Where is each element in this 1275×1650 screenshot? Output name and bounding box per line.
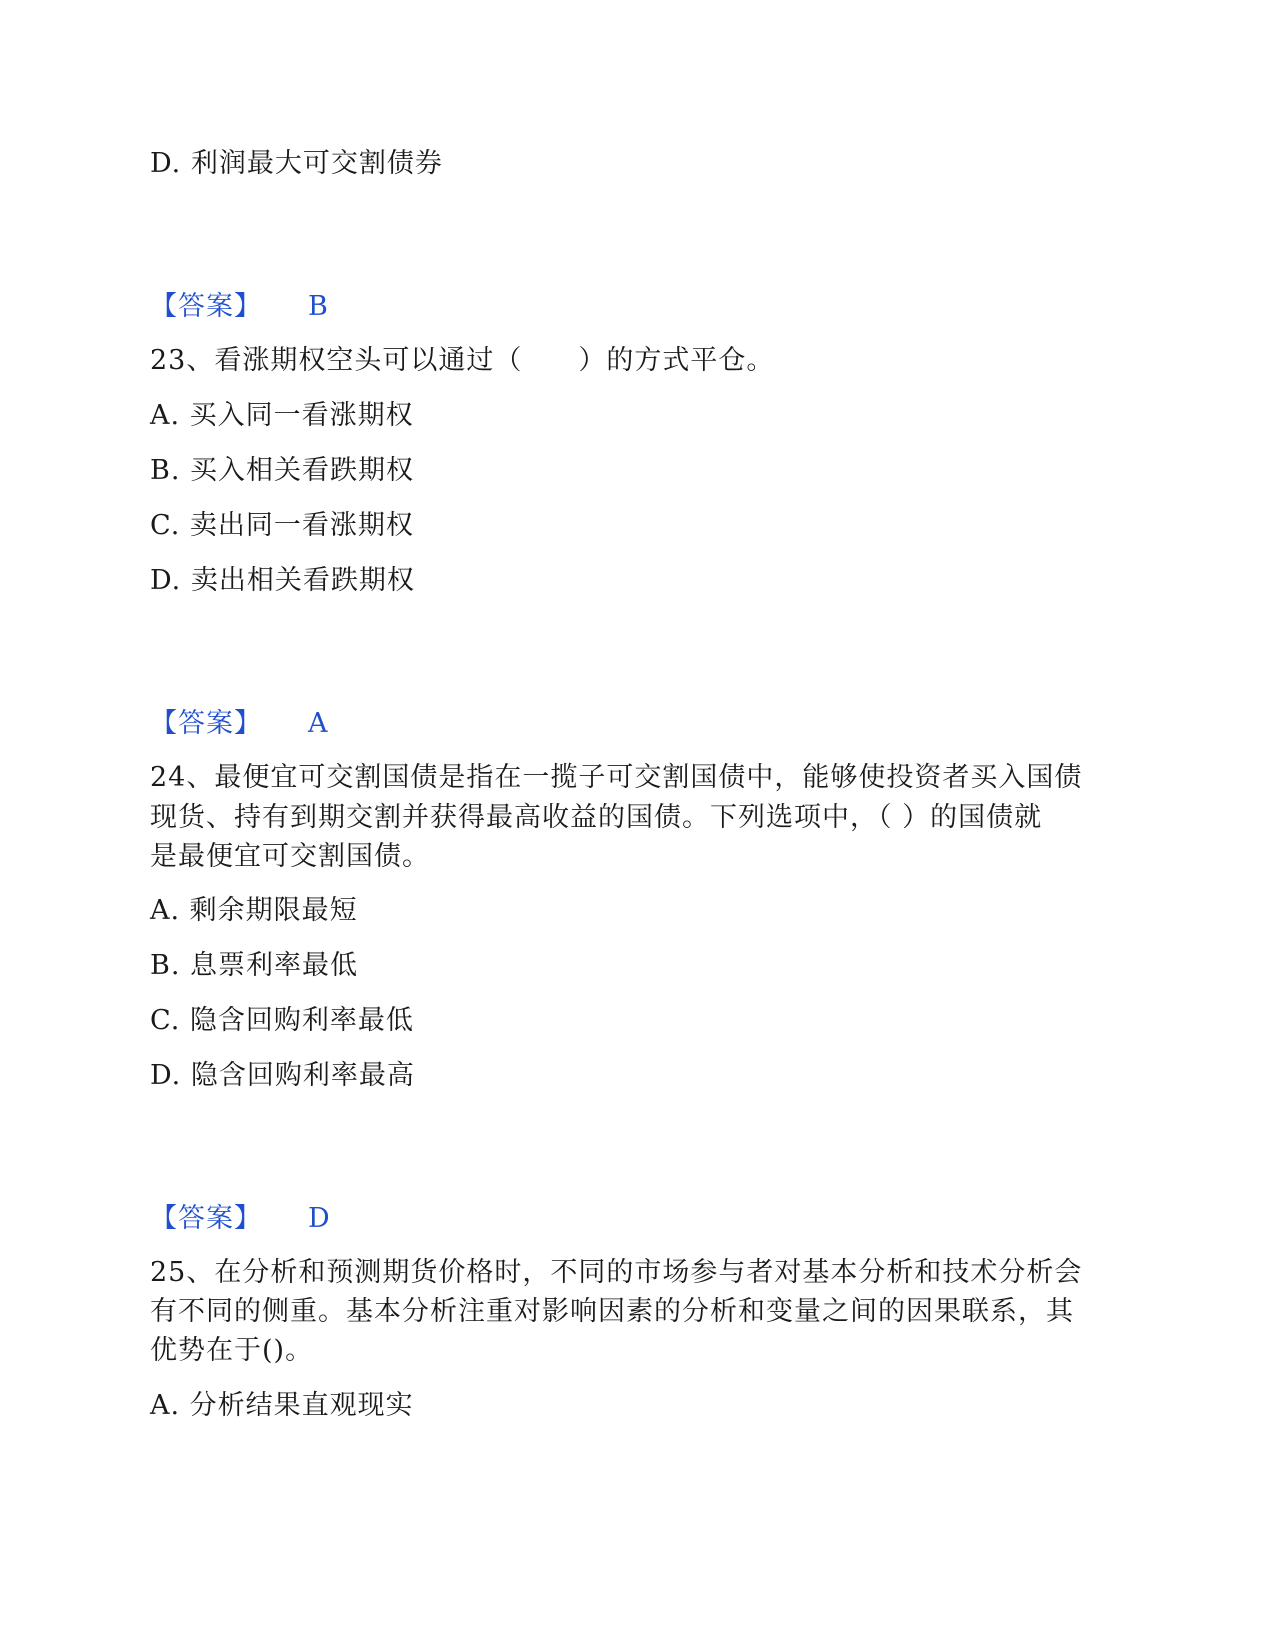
answer-label: 【答案】 <box>150 1203 262 1234</box>
q23-stem: 23、看涨期权空头可以通过（ ）的方式平仓。 <box>150 345 775 376</box>
q24-answer <box>150 1199 330 1239</box>
q23-option-c: C. 卖出同一看涨期权 <box>150 510 414 541</box>
q25-stem-line-3: 优势在于()。 <box>150 1335 314 1366</box>
q24-option-c: C. 隐含回购利率最低 <box>150 1005 414 1036</box>
q25-option-a: A. 分析结果直观现实 <box>150 1390 414 1421</box>
answer-value: B <box>308 291 328 322</box>
q24-stem-line-3: 是最便宜可交割国债。 <box>150 841 430 872</box>
q25-stem-line-2: 有不同的侧重。基本分析注重对影响因素的分析和变量之间的因果联系，其 <box>150 1296 1074 1327</box>
answer-label: 【答案】 <box>150 708 262 739</box>
answer-value: A <box>308 708 328 739</box>
q24-option-b: B. 息票利率最低 <box>150 950 359 981</box>
q22-option-d: D. 利润最大可交割债券 <box>150 148 443 179</box>
answer-label: 【答案】 <box>150 291 262 322</box>
q25-stem-line-1: 25、在分析和预测期货价格时，不同的市场参与者对基本分析和技术分析会 <box>150 1257 1083 1288</box>
q24-option-d: D. 隐含回购利率最高 <box>150 1060 415 1091</box>
q24-stem-line-1: 24、最便宜可交割国债是指在一揽子可交割国债中，能够使投资者买入国债 <box>150 762 1083 793</box>
q24-stem-line-2: 现货、持有到期交割并获得最高收益的国债。下列选项中，（ ）的国债就 <box>150 802 1043 833</box>
q23-option-d: D. 卖出相关看跌期权 <box>150 565 415 596</box>
answer-value: D <box>308 1203 330 1234</box>
q23-option-b: B. 买入相关看跌期权 <box>150 455 415 486</box>
q24-option-a: A. 剩余期限最短 <box>150 895 358 926</box>
q23-answer <box>150 704 328 744</box>
q22-answer <box>150 287 328 327</box>
q23-option-a: A. 买入同一看涨期权 <box>150 400 414 431</box>
